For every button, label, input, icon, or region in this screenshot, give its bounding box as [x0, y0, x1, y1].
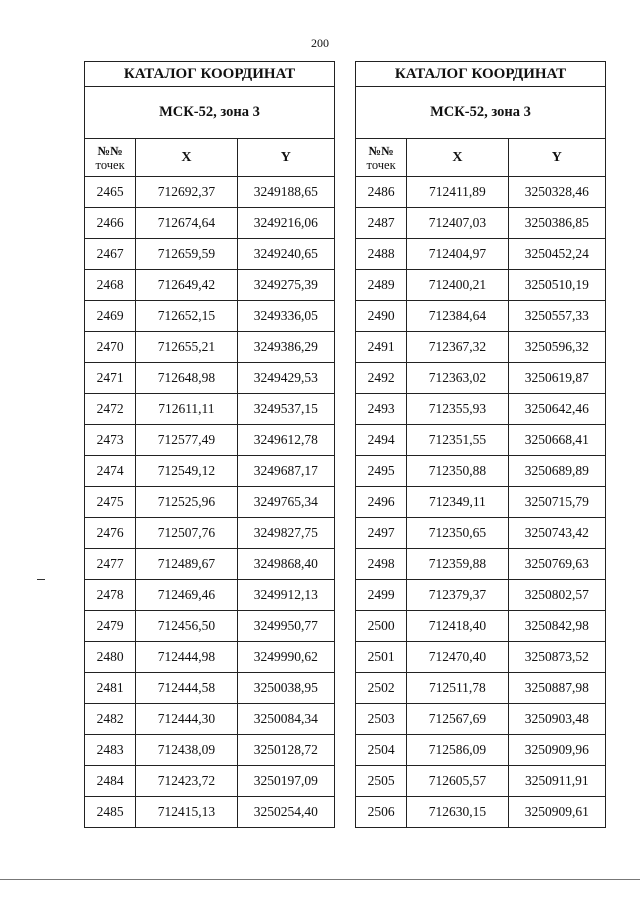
point-number-header-line1: №№: [368, 143, 394, 158]
point-number-cell: 2487: [356, 208, 407, 239]
catalog-title: КАТАЛОГ КООРДИНАТ: [356, 62, 606, 87]
table-row: [356, 673, 606, 704]
point-number-cell: 2499: [356, 580, 407, 611]
table-row: [356, 642, 606, 673]
x-coordinate-cell: 712611,11: [136, 394, 237, 425]
x-coordinate-cell: 712349,11: [407, 487, 508, 518]
y-coordinate-cell: 3249429,53: [237, 363, 334, 394]
point-number-cell: 2501: [356, 642, 407, 673]
x-coordinate-cell: 712444,30: [136, 704, 237, 735]
x-coordinate-cell: 712444,98: [136, 642, 237, 673]
y-coordinate-cell: 3249912,13: [237, 580, 334, 611]
x-coordinate-cell: 712469,46: [136, 580, 237, 611]
x-coordinate-cell: 712456,50: [136, 611, 237, 642]
x-coordinate-cell: 712351,55: [407, 425, 508, 456]
table-row: [356, 239, 606, 270]
x-coordinate-cell: 712350,88: [407, 456, 508, 487]
coordinate-system-subtitle: МСК-52, зона 3: [85, 87, 335, 139]
y-coordinate-cell: 3249240,65: [237, 239, 334, 270]
y-coordinate-cell: 3249990,62: [237, 642, 334, 673]
point-number-cell: 2493: [356, 394, 407, 425]
coordinate-catalog-table-right: [355, 61, 606, 828]
y-coordinate-cell: 3250642,46: [508, 394, 605, 425]
y-coordinate-cell: 3249386,29: [237, 332, 334, 363]
point-number-cell: 2488: [356, 239, 407, 270]
y-coordinate-cell: 3250909,61: [508, 797, 605, 828]
x-coordinate-cell: 712411,89: [407, 177, 508, 208]
point-number-cell: 2495: [356, 456, 407, 487]
y-coordinate-cell: 3249537,15: [237, 394, 334, 425]
table-row: [356, 270, 606, 301]
table-row: [85, 177, 335, 208]
point-number-cell: 2471: [85, 363, 136, 394]
point-number-cell: 2491: [356, 332, 407, 363]
point-number-cell: 2498: [356, 549, 407, 580]
y-coordinate-cell: 3250452,24: [508, 239, 605, 270]
table-row: [356, 735, 606, 766]
table-row: [356, 363, 606, 394]
table-row: [85, 487, 335, 518]
table-row: [85, 208, 335, 239]
y-coordinate-cell: 3250887,98: [508, 673, 605, 704]
table-row: [85, 735, 335, 766]
x-coordinate-cell: 712400,21: [407, 270, 508, 301]
table-row: [85, 363, 335, 394]
table-row: [85, 704, 335, 735]
y-coordinate-cell: 3250873,52: [508, 642, 605, 673]
table-row: [85, 239, 335, 270]
catalog-title: КАТАЛОГ КООРДИНАТ: [85, 62, 335, 87]
table-row: [356, 580, 606, 611]
y-coordinate-cell: 3249188,65: [237, 177, 334, 208]
point-number-cell: 2489: [356, 270, 407, 301]
x-coordinate-cell: 712549,12: [136, 456, 237, 487]
point-number-cell: 2475: [85, 487, 136, 518]
y-coordinate-cell: 3250128,72: [237, 735, 334, 766]
page-bottom-rule: [0, 879, 640, 880]
y-coordinate-cell: 3250769,63: [508, 549, 605, 580]
y-coordinate-cell: 3250596,32: [508, 332, 605, 363]
y-column-header: Y: [237, 139, 334, 177]
x-coordinate-cell: 712586,09: [407, 735, 508, 766]
x-coordinate-cell: 712577,49: [136, 425, 237, 456]
table-row: [356, 425, 606, 456]
x-coordinate-cell: 712470,40: [407, 642, 508, 673]
y-coordinate-cell: 3249827,75: [237, 518, 334, 549]
page-number: 200: [311, 36, 329, 50]
x-coordinate-cell: 712423,72: [136, 766, 237, 797]
y-coordinate-cell: 3250911,91: [508, 766, 605, 797]
x-coordinate-cell: 712605,57: [407, 766, 508, 797]
table-row: [85, 518, 335, 549]
y-coordinate-cell: 3250197,09: [237, 766, 334, 797]
table-row: [85, 332, 335, 363]
y-coordinate-cell: 3249612,78: [237, 425, 334, 456]
y-coordinate-cell: 3250909,96: [508, 735, 605, 766]
point-number-cell: 2505: [356, 766, 407, 797]
point-number-cell: 2482: [85, 704, 136, 735]
point-number-header-line2: точек: [95, 157, 125, 172]
table-row: [356, 766, 606, 797]
x-coordinate-cell: 712525,96: [136, 487, 237, 518]
table-row: [85, 673, 335, 704]
point-number-cell: 2485: [85, 797, 136, 828]
point-number-cell: 2494: [356, 425, 407, 456]
point-number-cell: 2478: [85, 580, 136, 611]
x-coordinate-cell: 712630,15: [407, 797, 508, 828]
point-number-cell: 2503: [356, 704, 407, 735]
table-row: [356, 208, 606, 239]
y-coordinate-cell: 3250254,40: [237, 797, 334, 828]
table-row: [85, 642, 335, 673]
point-number-cell: 2472: [85, 394, 136, 425]
table-row: [85, 797, 335, 828]
y-coordinate-cell: 3250557,33: [508, 301, 605, 332]
x-coordinate-cell: 712489,67: [136, 549, 237, 580]
y-coordinate-cell: 3249950,77: [237, 611, 334, 642]
table-body: [356, 177, 606, 828]
point-number-cell: 2468: [85, 270, 136, 301]
point-number-cell: 2490: [356, 301, 407, 332]
point-number-header-line1: №№: [97, 143, 123, 158]
table-row: [85, 549, 335, 580]
y-coordinate-cell: 3249765,34: [237, 487, 334, 518]
x-coordinate-cell: 712655,21: [136, 332, 237, 363]
point-number-cell: 2479: [85, 611, 136, 642]
x-coordinate-cell: 712652,15: [136, 301, 237, 332]
point-number-cell: 2474: [85, 456, 136, 487]
table-row: [85, 456, 335, 487]
y-coordinate-cell: 3250328,46: [508, 177, 605, 208]
x-column-header: X: [407, 139, 508, 177]
point-number-cell: 2504: [356, 735, 407, 766]
point-number-cell: 2465: [85, 177, 136, 208]
table-row: [356, 456, 606, 487]
y-coordinate-cell: 3249687,17: [237, 456, 334, 487]
point-number-cell: 2469: [85, 301, 136, 332]
y-coordinate-cell: 3250743,42: [508, 518, 605, 549]
x-column-header: X: [136, 139, 237, 177]
y-coordinate-cell: 3249275,39: [237, 270, 334, 301]
table-row: [356, 177, 606, 208]
point-number-cell: 2470: [85, 332, 136, 363]
point-number-cell: 2481: [85, 673, 136, 704]
x-coordinate-cell: 712350,65: [407, 518, 508, 549]
table-row: [85, 301, 335, 332]
point-number-cell: 2486: [356, 177, 407, 208]
x-coordinate-cell: 712363,02: [407, 363, 508, 394]
y-coordinate-cell: 3249336,05: [237, 301, 334, 332]
point-number-cell: 2483: [85, 735, 136, 766]
point-number-header-line2: точек: [366, 157, 396, 172]
table-body: [85, 177, 335, 828]
x-coordinate-cell: 712384,64: [407, 301, 508, 332]
table-row: [356, 394, 606, 425]
table-row: [356, 797, 606, 828]
x-coordinate-cell: 712567,69: [407, 704, 508, 735]
point-number-cell: 2466: [85, 208, 136, 239]
x-coordinate-cell: 712438,09: [136, 735, 237, 766]
x-coordinate-cell: 712407,03: [407, 208, 508, 239]
table-row: [356, 518, 606, 549]
table-row: [85, 425, 335, 456]
y-coordinate-cell: 3250842,98: [508, 611, 605, 642]
point-number-cell: 2500: [356, 611, 407, 642]
y-coordinate-cell: 3250510,19: [508, 270, 605, 301]
table-row: [85, 580, 335, 611]
point-number-cell: 2473: [85, 425, 136, 456]
table-row: [85, 394, 335, 425]
y-coordinate-cell: 3249868,40: [237, 549, 334, 580]
table-row: [356, 487, 606, 518]
x-coordinate-cell: 712404,97: [407, 239, 508, 270]
x-coordinate-cell: 712507,76: [136, 518, 237, 549]
point-number-cell: 2497: [356, 518, 407, 549]
point-number-cell: 2492: [356, 363, 407, 394]
y-column-header: Y: [508, 139, 605, 177]
point-number-cell: 2480: [85, 642, 136, 673]
x-coordinate-cell: 712692,37: [136, 177, 237, 208]
x-coordinate-cell: 712367,32: [407, 332, 508, 363]
point-number-cell: 2476: [85, 518, 136, 549]
y-coordinate-cell: 3250903,48: [508, 704, 605, 735]
x-coordinate-cell: 712649,42: [136, 270, 237, 301]
x-coordinate-cell: 712418,40: [407, 611, 508, 642]
x-coordinate-cell: 712648,98: [136, 363, 237, 394]
margin-dash-mark: [37, 579, 45, 580]
x-coordinate-cell: 712359,88: [407, 549, 508, 580]
y-coordinate-cell: 3250619,87: [508, 363, 605, 394]
point-number-cell: 2484: [85, 766, 136, 797]
table-row: [356, 704, 606, 735]
y-coordinate-cell: 3250715,79: [508, 487, 605, 518]
point-number-cell: 2502: [356, 673, 407, 704]
x-coordinate-cell: 712379,37: [407, 580, 508, 611]
y-coordinate-cell: 3250689,89: [508, 456, 605, 487]
table-row: [356, 301, 606, 332]
y-coordinate-cell: 3250668,41: [508, 425, 605, 456]
x-coordinate-cell: 712511,78: [407, 673, 508, 704]
table-row: [356, 332, 606, 363]
point-number-cell: 2496: [356, 487, 407, 518]
y-coordinate-cell: 3250802,57: [508, 580, 605, 611]
y-coordinate-cell: 3249216,06: [237, 208, 334, 239]
x-coordinate-cell: 712659,59: [136, 239, 237, 270]
x-coordinate-cell: 712415,13: [136, 797, 237, 828]
y-coordinate-cell: 3250386,85: [508, 208, 605, 239]
y-coordinate-cell: 3250084,34: [237, 704, 334, 735]
x-coordinate-cell: 712674,64: [136, 208, 237, 239]
point-number-cell: 2477: [85, 549, 136, 580]
point-number-header: [356, 139, 407, 177]
table-row: [356, 611, 606, 642]
x-coordinate-cell: 712444,58: [136, 673, 237, 704]
y-coordinate-cell: 3250038,95: [237, 673, 334, 704]
point-number-header: [85, 139, 136, 177]
table-row: [85, 766, 335, 797]
x-coordinate-cell: 712355,93: [407, 394, 508, 425]
table-row: [356, 549, 606, 580]
point-number-cell: 2506: [356, 797, 407, 828]
coordinate-catalog-table-left: [84, 61, 335, 828]
point-number-cell: 2467: [85, 239, 136, 270]
coordinate-system-subtitle: МСК-52, зона 3: [356, 87, 606, 139]
table-row: [85, 611, 335, 642]
table-row: [85, 270, 335, 301]
